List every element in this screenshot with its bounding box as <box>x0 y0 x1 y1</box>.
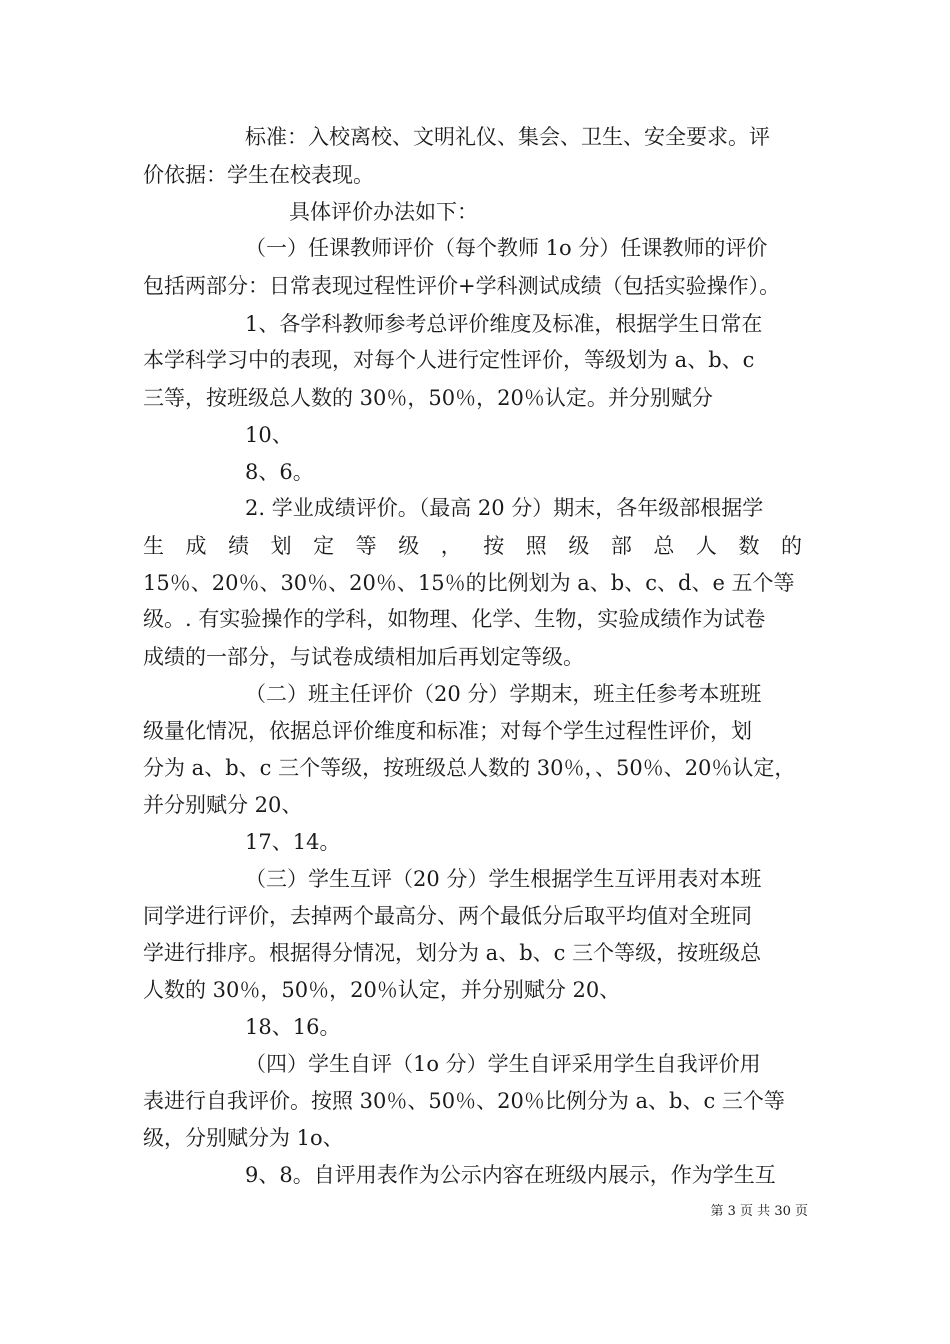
text-line: 级。. 有实验操作的学科，如物理、化学、生物，实验成绩作为试卷 <box>143 607 766 631</box>
text-line: 人数的 30％，50％，20％认定，并分别赋分 20、 <box>143 978 621 1002</box>
text-line: 标准：入校离校、文明礼仪、集会、卫生、安全要求。评 <box>245 125 770 149</box>
text-line: 17、14。 <box>245 830 341 854</box>
text-line: 1、各学科教师参考总评价维度及标准，根据学生日常在 <box>245 312 763 336</box>
text-line: 学进行排序。根据得分情况，划分为 a、b、c 三个等级，按班级总 <box>143 941 762 965</box>
text-line: 成绩的一部分，与试卷成绩相加后再划定等级。 <box>143 645 584 669</box>
text-line: 2. 学业成绩评价。（最高 20 分）期末，各年级部根据学 <box>245 496 764 520</box>
text-line: 三等，按班级总人数的 30％，50％，20％认定。并分别赋分 <box>143 386 713 410</box>
text-line: （四）学生自评（1o 分）学生自评采用学生自我评价用 <box>245 1052 761 1076</box>
text-line: 级量化情况，依据总评价维度和标准；对每个学生过程性评价，划 <box>143 719 752 743</box>
text-line: 同学进行评价，去掉两个最高分、两个最低分后取平均值对全班同 <box>143 904 752 928</box>
text-line: 并分别赋分 20、 <box>143 793 303 817</box>
text-line: 级，分别赋分为 1o、 <box>143 1126 344 1150</box>
text-line: 10、 <box>245 423 293 447</box>
text-line: （一）任课教师评价（每个教师 1o 分）任课教师的评价 <box>245 236 768 260</box>
text-line: 9、8。自评用表作为公示内容在班级内展示，作为学生互 <box>245 1163 776 1187</box>
text-line: 18、16。 <box>245 1015 341 1039</box>
text-line: 具体评价办法如下： <box>289 200 478 224</box>
text-line: 分为 a、b、c 三个等级，按班级总人数的 30％，、50％、20％认定， <box>143 756 796 780</box>
text-line: 表进行自我评价。按照 30％、50％、20％比例分为 a、b、c 三个等 <box>143 1089 785 1113</box>
text-line: 包括两部分：日常表现过程性评价+学科测试成绩（包括实验操作）。 <box>143 274 781 298</box>
text-line: 本学科学习中的表现，对每个人进行定性评价，等级划为 a、b、c <box>143 348 755 372</box>
text-line: 8、6。 <box>245 460 314 484</box>
text-line: （二）班主任评价（20 分）学期末，班主任参考本班班 <box>245 682 762 706</box>
page-number: 第 3 页 共 30 页 <box>710 1204 808 1219</box>
text-line: 生成绩划定等级，按照级部总人数的 <box>143 534 808 558</box>
text-line: （三）学生互评（20 分）学生根据学生互评用表对本班 <box>245 867 762 891</box>
text-line: 15％、20％、30％、20％、15％的比例划为 a、b、c、d、e 五个等 <box>143 571 795 595</box>
text-line: 价依据：学生在校表现。 <box>143 163 374 187</box>
